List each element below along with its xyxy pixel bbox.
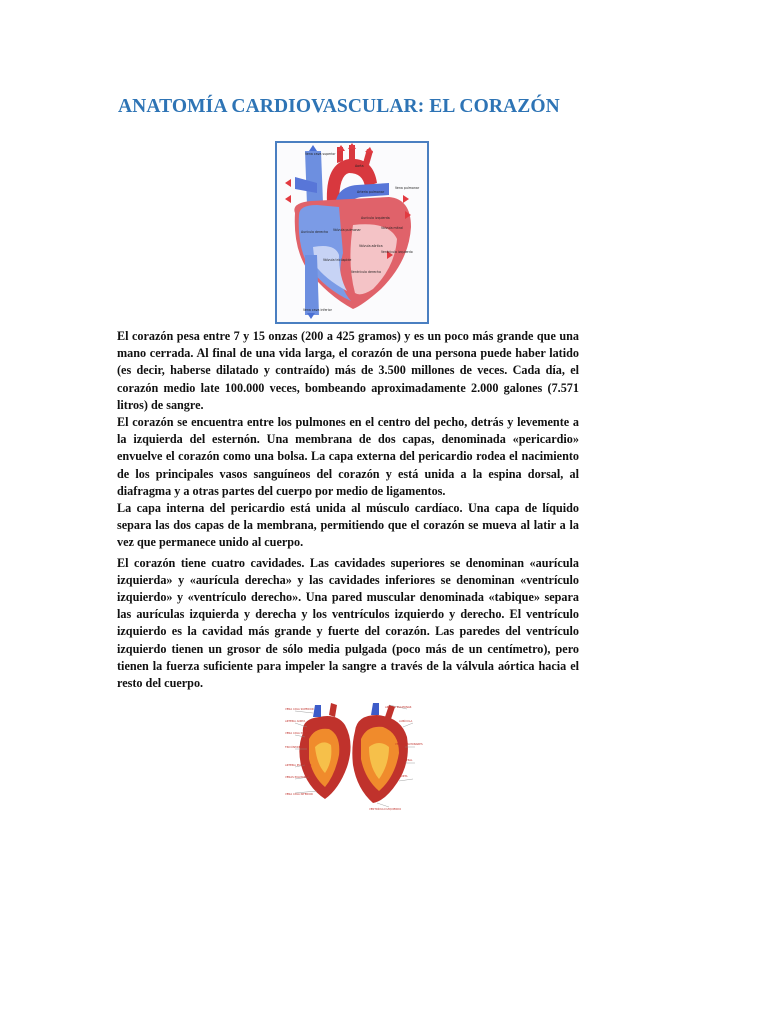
section-label-r2: VENAS PULMONARES — [395, 743, 423, 746]
heart-diagram-illustration — [277, 143, 427, 322]
section-label-l4: ARTERIA PULMONAR — [285, 764, 312, 767]
section-label-r0: ARTERIA PULMONAR — [385, 706, 412, 709]
label-auricula-derecha: Aurícula derecha — [301, 230, 328, 234]
label-ventriculo-derecho: Ventrículo derecho — [351, 270, 381, 274]
heart-section-figure — [285, 703, 423, 811]
section-label-l6: VENA CAVA INFERIOR — [285, 793, 313, 796]
section-label-l5: VENAS PULMONARES — [285, 776, 313, 779]
section-label-l0: VENA CAVA SUPERIOR — [285, 708, 314, 711]
section-label-r5: VENTRÍCULO IZQUIERDO — [369, 808, 402, 811]
label-valvula-mitral: Válvula mitral — [381, 226, 403, 230]
section-label-r3: MITRAL — [403, 759, 413, 762]
paragraph-1: El corazón pesa entre 7 y 15 onzas (200 a 425 gramos) y es un poco más grande que una mano cerrada. Al final de una vida larga, el corazón de una persona puede haber latido (es decir, haberse dilatado y contraído) más de 3.500 millones de veces. Cada día, el corazón medio late 100.000 veces, bombeando aproximadamente 2.000 galones (7.571 litros) de sangre. — [117, 329, 579, 412]
page-title: ANATOMÍA CARDIOVASCULAR: EL CORAZÓN — [118, 96, 560, 117]
section-label-r1: AURÍCULA — [399, 720, 413, 723]
label-vena-cava-inferior: Vena cava inferior — [303, 308, 332, 312]
label-ventriculo-izquierdo: Ventrículo izquierdo — [381, 250, 413, 254]
heart-section-illustration — [285, 703, 423, 811]
label-vena-pulmonar: Vena pulmonar — [395, 186, 420, 190]
section-label-r4: AORTA — [399, 775, 408, 778]
paragraph-4: El corazón tiene cuatro cavidades. Las cavidades superiores se denominan «aurícula izquierda» y «aurícula derecha» y las cavidades inferiores se denominan «ventrículo izquierdo» y «ventrículo derecho». Una pared muscular denominada «tabique» separa las aurículas izquierda y derecha y los ventrículos izquierdo y derecho. El ventrículo izquierdo es la cavidad más grande y fuerte del corazón. Las paredes del ventrículo izquierdo tienen un grosor de sólo media pulgada (poco más de un centímetro), pero tienen la fuerza suficiente para impeler la sangre a través de la válvula aórtica hacia el resto del cuerpo. — [117, 555, 579, 691]
paragraph-2: El corazón se encuentra entre los pulmones en el centro del pecho, detrás y levemente a la izquierda del esternón. Una membrana de dos capas, denominada «pericardio» envuelve el corazón como una bolsa. La capa externa del pericardio rodea el nacimiento de los principales vasos sanguíneos del corazón y está unida a la espina dorsal, al diafragma y a otras partes del cuerpo por medio de ligamentos. — [117, 415, 579, 498]
label-valvula-aortica: Válvula aórtica — [359, 244, 383, 248]
label-auricula-izquierda: Aurícula izquierda — [361, 216, 390, 220]
article-body — [117, 328, 579, 692]
paragraph-3: La capa interna del pericardio está unida al músculo cardíaco. Una capa de líquido separa las dos capas de la membrana, permitiendo que el corazón se mueva al latir a la vez que permanece unido al cuerpo. — [117, 501, 579, 550]
label-vena-cava-superior: Vena cava superior — [305, 152, 336, 156]
section-label-l2: VENA CAVA INFERIOR — [285, 732, 313, 735]
superior-vena-cava-shape — [305, 151, 323, 205]
section-label-l1: ARTERIA AORTA — [285, 720, 306, 723]
label-valvula-pulmonar: Válvula pulmonar — [333, 228, 361, 232]
label-aorta: Aorta — [355, 164, 364, 168]
inferior-vena-cava-shape — [305, 255, 319, 315]
heart-anatomy-figure — [275, 141, 429, 324]
label-arteria-pulmonar: Arteria pulmonar — [357, 190, 385, 194]
section-label-l3: TRICÚSPIDE — [285, 746, 301, 749]
label-valvula-tricuspide: Válvula tricúspide — [323, 258, 352, 262]
